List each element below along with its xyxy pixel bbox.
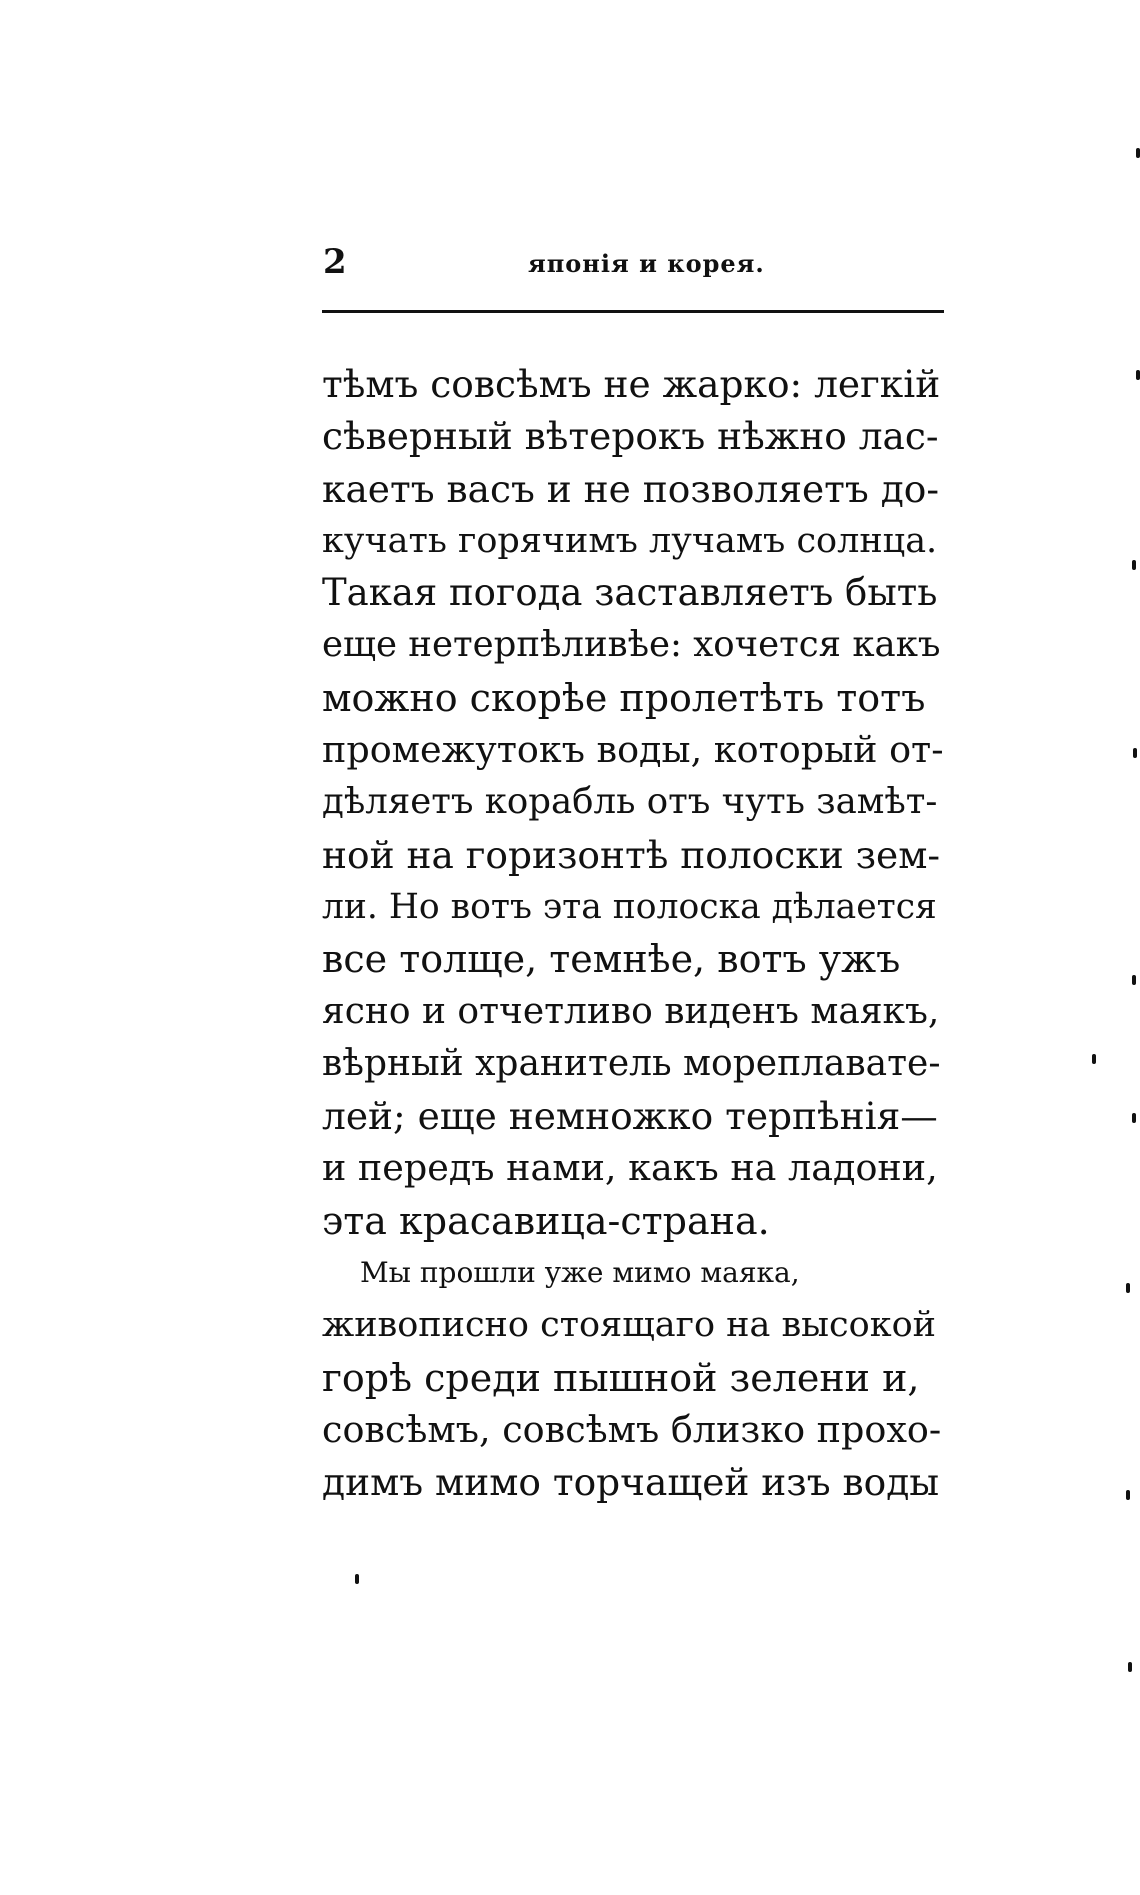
page-header (320, 238, 942, 286)
margin-mark (1092, 1054, 1096, 1064)
text-line: ли. Но вотъ эта полоска дѣлается (322, 886, 937, 927)
text-line: каетъ васъ и не позволяетъ до- (322, 466, 940, 511)
text-line: тѣмъ совсѣмъ не жарко: легкій (322, 362, 941, 406)
margin-mark (1132, 560, 1136, 570)
text-line: можно скорѣе пролетѣть тотъ (322, 675, 926, 720)
margin-mark (1126, 1283, 1130, 1293)
text-line: вѣрный хранитель мореплавате- (322, 1042, 941, 1084)
text-line: Такая погода заставляетъ быть (322, 571, 938, 615)
text-line: Мы прошли уже мимо маяка, (360, 1256, 800, 1290)
text-line: все толще, темнѣе, вотъ ужъ (322, 937, 901, 982)
header-rule (322, 310, 944, 313)
running-title: японія и корея. (528, 249, 765, 278)
text-line: сѣверный вѣтерокъ нѣжно лас- (322, 414, 939, 459)
margin-mark (1136, 370, 1140, 380)
margin-mark (1136, 148, 1140, 158)
text-line: и передъ нами, какъ на ладони, (322, 1146, 938, 1190)
margin-mark (1132, 1113, 1136, 1123)
body-text (322, 358, 944, 1509)
text-line: дѣляетъ корабль отъ чуть замѣт- (322, 781, 938, 823)
text-line: лей; еще немножко терпѣнія— (322, 1094, 938, 1139)
text-line: ной на горизонтѣ полоски зем- (322, 832, 941, 877)
text-line: эта красавица-страна. (322, 1198, 770, 1243)
text-line: ясно и отчетливо виденъ маякъ, (322, 990, 940, 1032)
page-number: 2 (323, 242, 347, 282)
margin-mark (355, 1574, 359, 1584)
text-line: совсѣмъ, совсѣмъ близко прохо- (322, 1407, 942, 1451)
margin-mark (1132, 975, 1136, 985)
margin-mark (1133, 748, 1137, 758)
text-line: горѣ среди пышной зелени и, (322, 1355, 920, 1400)
text-line: димъ мимо торчащей изъ воды (322, 1460, 940, 1505)
text-line: живописно стоящаго на высокой (322, 1305, 936, 1346)
margin-mark (1128, 1662, 1132, 1672)
text-line: еще нетерпѣливѣе: хочется какъ (322, 624, 941, 666)
margin-mark (1126, 1490, 1130, 1500)
text-line: промежутокъ воды, который от- (322, 728, 944, 772)
text-line: кучать горячимъ лучамъ солнца. (322, 520, 938, 561)
